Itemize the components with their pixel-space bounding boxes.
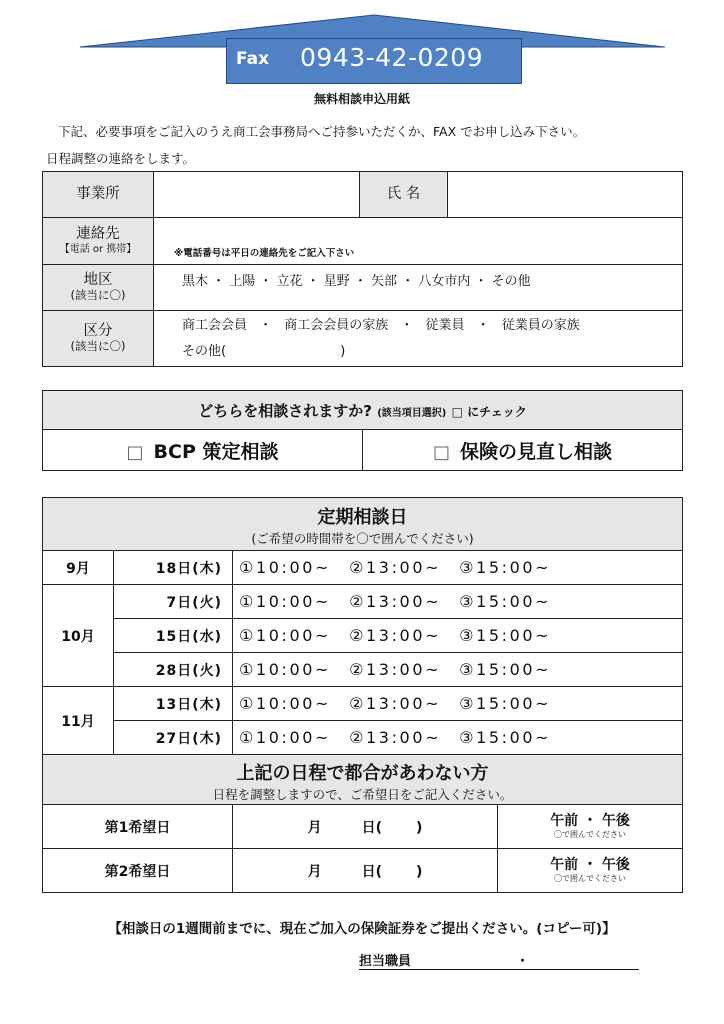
preference-date-field[interactable]: 月 日( ) xyxy=(233,849,498,893)
applicant-info-table xyxy=(42,171,683,367)
fax-label: Fax xyxy=(236,49,270,69)
bcp-checkbox[interactable]: □ xyxy=(126,441,144,463)
schedule-row xyxy=(43,619,683,653)
intro-line-1: 下記、必要事項をご記入のうえ商工会事務局へご持参いただくか、FAX でお申し込み下さい。 xyxy=(58,124,586,139)
consult-question: どちらを相談されますか? (該当項目選択) □ にチェック xyxy=(43,391,683,430)
name-field[interactable] xyxy=(448,172,683,218)
month-cell: 9月 xyxy=(43,551,114,585)
preference-label: 第1希望日 xyxy=(43,805,233,849)
schedule-row xyxy=(43,585,683,619)
consult-type-table xyxy=(42,390,683,471)
preference-row xyxy=(43,805,683,849)
schedule-row xyxy=(43,653,683,687)
insurance-option[interactable]: □ 保険の見直し相談 xyxy=(363,430,683,471)
time-slots[interactable]: ①10:00~ ②13:00~ ③15:00~ xyxy=(233,551,683,585)
time-slots[interactable]: ①10:00~ ②13:00~ ③15:00~ xyxy=(233,585,683,619)
area-options[interactable]: 黒木 ・ 上陽 ・ 立花 ・ 星野 ・ 矢部 ・ 八女市内 ・ その他 xyxy=(154,265,683,311)
preference-row xyxy=(43,849,683,893)
contact-label: 連絡先 【電話 or 携帯】 xyxy=(43,218,154,265)
staff-dot: ・ xyxy=(516,954,530,969)
intro-line-2: 日程調整の連絡をします。 xyxy=(46,151,196,166)
office-label: 事業所 xyxy=(43,172,154,218)
alt-date-header: 上記の日程で都合があわない方 日程を調整しますので、ご希望日をご記入ください。 xyxy=(43,755,683,805)
time-slots[interactable]: ①10:00~ ②13:00~ ③15:00~ xyxy=(233,687,683,721)
day-cell: 13日(木) xyxy=(114,687,233,721)
time-slots[interactable]: ①10:00~ ②13:00~ ③15:00~ xyxy=(233,721,683,755)
schedule-row xyxy=(43,687,683,721)
fax-number: 0943-42-0209 xyxy=(300,43,484,72)
contact-field[interactable] xyxy=(154,218,683,265)
footer-note: 【相談日の1週間前までに、現在ご加入の保険証券をご提出ください。(コピー可)】 xyxy=(108,921,616,937)
name-label: 氏 名 xyxy=(360,172,448,218)
office-field[interactable] xyxy=(154,172,360,218)
area-label: 地区 (該当に〇) xyxy=(43,265,154,311)
day-cell: 15日(水) xyxy=(114,619,233,653)
bcp-option[interactable]: □ BCP 策定相談 xyxy=(43,430,363,471)
schedule-header: 定期相談日 (ご希望の時間帯を〇で囲んでください) xyxy=(43,498,683,551)
month-cell: 10月 xyxy=(43,585,114,687)
day-cell: 27日(木) xyxy=(114,721,233,755)
preference-date-field[interactable]: 月 日( ) xyxy=(233,805,498,849)
contact-note: ※電話番号は平日の連絡先をご記入下さい xyxy=(174,248,355,259)
document-title: 無料相談申込用紙 xyxy=(313,92,410,106)
month-cell: 11月 xyxy=(43,687,114,755)
insurance-checkbox[interactable]: □ xyxy=(432,441,450,463)
time-slots[interactable]: ①10:00~ ②13:00~ ③15:00~ xyxy=(233,619,683,653)
type-label: 区分 (該当に〇) xyxy=(43,311,154,367)
time-slots[interactable]: ①10:00~ ②13:00~ ③15:00~ xyxy=(233,653,683,687)
staff-label: 担当職員 xyxy=(359,954,412,969)
day-cell: 28日(火) xyxy=(114,653,233,687)
day-cell: 18日(木) xyxy=(114,551,233,585)
staff-signature-line[interactable] xyxy=(359,969,639,970)
schedule-table xyxy=(42,497,683,893)
type-options[interactable]: 商工会会員 ・ 商工会会員の家族 ・ 従業員 ・ 従業員の家族 その他( ) xyxy=(154,311,683,367)
schedule-row xyxy=(43,551,683,585)
day-cell: 7日(火) xyxy=(114,585,233,619)
preference-label: 第2希望日 xyxy=(43,849,233,893)
ampm-field[interactable]: 午前 ・ 午後 〇で囲んでください xyxy=(498,805,683,849)
ampm-field[interactable]: 午前 ・ 午後 〇で囲んでください xyxy=(498,849,683,893)
schedule-row xyxy=(43,721,683,755)
